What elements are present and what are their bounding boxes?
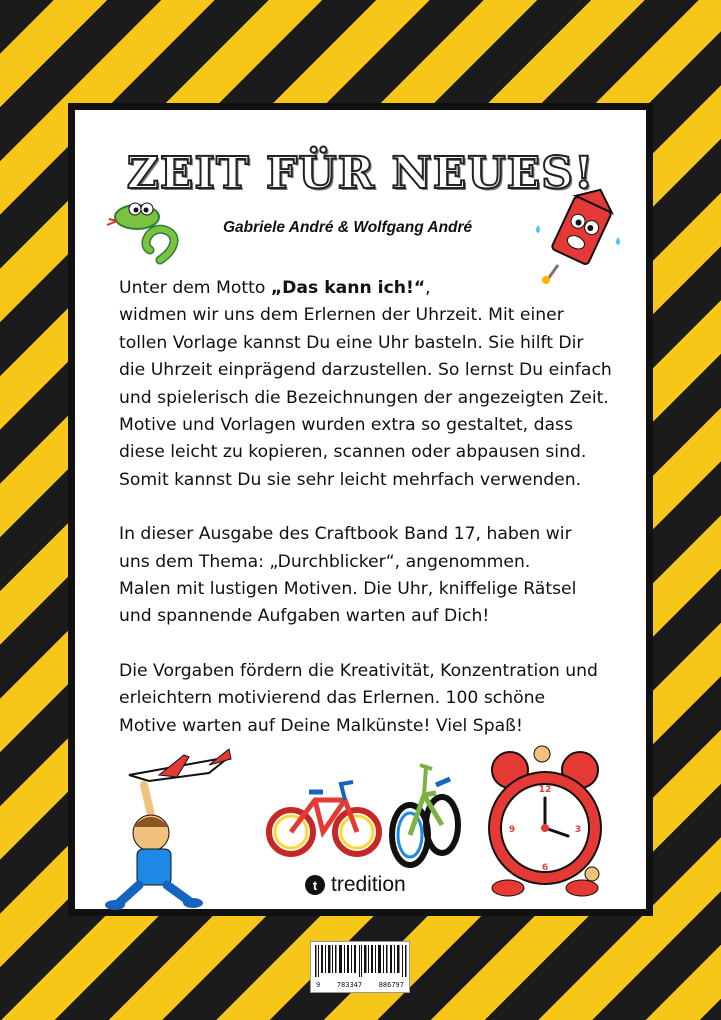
red-bicycle-icon — [265, 770, 385, 860]
barcode — [310, 941, 410, 993]
green-bicycle-icon — [380, 755, 470, 870]
motto-line — [119, 275, 659, 302]
publisher-logo — [305, 873, 406, 897]
text-line: Malen mit lustigen Motiven. Die Uhr, kniffelige Rätsel — [119, 579, 577, 600]
barcode-bars — [315, 945, 407, 977]
barcode-digits-left: 783347 — [336, 981, 363, 989]
text-line: Die Vorgaben fördern die Kreativität, Konzentration und — [119, 660, 598, 681]
barcode-number — [311, 981, 409, 989]
tredition-logo-icon: t — [305, 875, 325, 895]
motto: „Das kann ich!“ — [270, 278, 426, 298]
text-line: die Uhrzeit einprägend darzustellen. So lernst Du einfach — [119, 360, 612, 381]
text-line: erleichtern motivierend das Erlernen. 100 schöne — [119, 688, 546, 709]
text-line: Motive und Vorlagen wurden extra so gestaltet, dass — [119, 415, 573, 436]
svg-text:3: 3 — [574, 825, 582, 835]
text-line: widmen wir uns dem Erlernen der Uhrzeit. Mit einer — [119, 305, 564, 326]
text-line: Motive warten auf Deine Malkünste! Viel Spaß! — [119, 715, 523, 736]
publisher-name: tredition — [331, 873, 406, 896]
text-line: uns dem Thema: „Durchblicker“, angenommen. — [119, 551, 531, 572]
authors: Gabriele André & Wolfgang André — [223, 219, 473, 236]
motto-prefix: Unter dem Motto — [119, 278, 271, 298]
paragraph-1 — [119, 275, 659, 494]
cover-card — [68, 103, 653, 916]
text-line: In dieser Ausgabe des Craftbook Band 17, haben wir — [119, 524, 572, 545]
barcode-digit-lead: 9 — [316, 981, 321, 989]
text-line: Somit kannst Du sie sehr leicht mehrfach verwenden. — [119, 469, 582, 490]
text-line: diese leicht zu kopieren, scannen oder abpausen sind. — [119, 442, 587, 463]
boy-with-plane-icon — [89, 745, 239, 915]
firecracker-icon — [530, 185, 630, 285]
text-line: tollen Vorlage kannst Du eine Uhr basteln. Sie hilft Dir — [119, 332, 584, 353]
cover-title: ZEIT FÜR NEUES! — [126, 148, 595, 199]
barcode-digits-right: 886797 — [378, 981, 404, 989]
snake-icon — [105, 195, 185, 265]
motto-suffix: , — [425, 278, 431, 298]
text-line: und spannende Aufgaben warten auf Dich! — [119, 606, 490, 627]
paragraph-2 — [119, 521, 659, 631]
paragraph-3 — [119, 658, 659, 740]
svg-text:12: 12 — [538, 785, 552, 795]
text-line: und spielerisch die Bezeichnungen der angezeigten Zeit. — [119, 387, 609, 408]
alarm-clock-icon — [480, 740, 610, 900]
svg-text:6: 6 — [541, 863, 549, 873]
description — [119, 275, 659, 767]
svg-text:9: 9 — [508, 825, 516, 835]
